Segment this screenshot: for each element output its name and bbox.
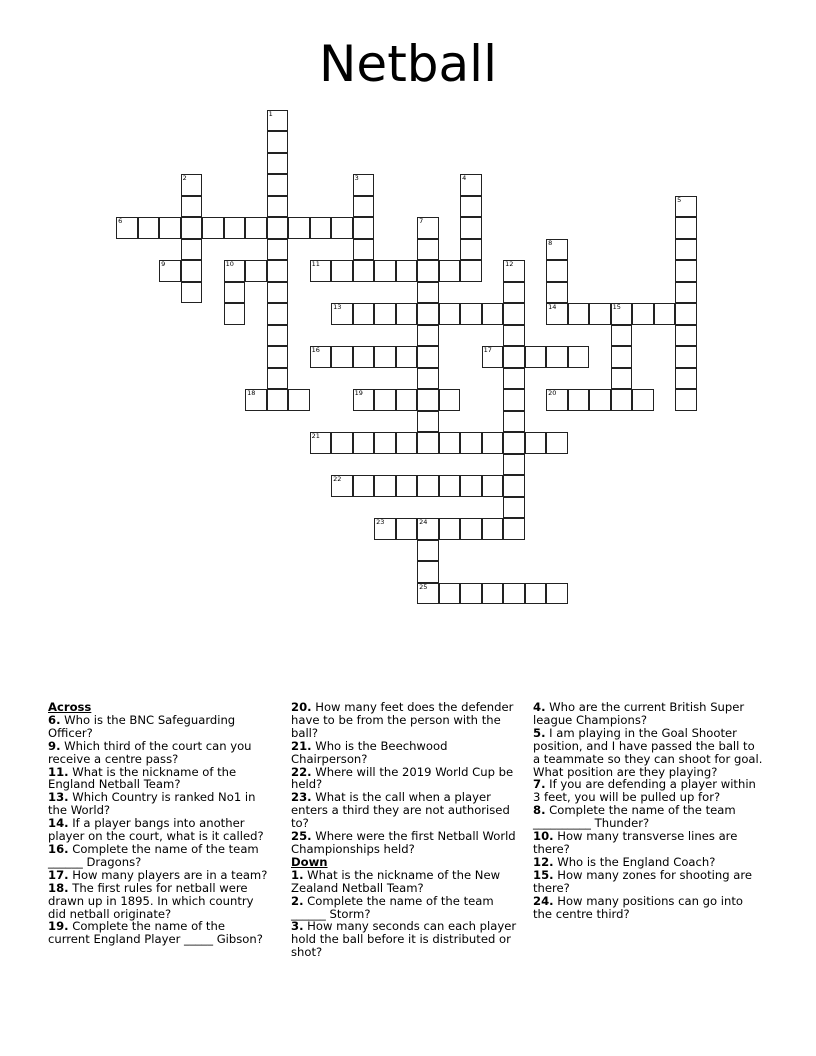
grid-cell[interactable]	[417, 260, 439, 282]
clues-column-1	[48, 701, 270, 946]
clue	[48, 791, 270, 817]
grid-cell[interactable]	[417, 583, 439, 605]
clue	[48, 920, 270, 946]
grid-cell[interactable]	[632, 303, 654, 325]
grid-cell[interactable]	[181, 282, 203, 304]
grid-cell[interactable]	[181, 239, 203, 261]
clue-number: 5.	[533, 725, 546, 740]
grid-cell[interactable]	[439, 432, 461, 454]
grid-cell[interactable]	[482, 432, 504, 454]
grid-cell[interactable]	[675, 282, 697, 304]
grid-cell[interactable]	[267, 131, 289, 153]
grid-cell[interactable]	[417, 518, 439, 540]
grid-cell[interactable]	[546, 432, 568, 454]
grid-cell[interactable]	[675, 389, 697, 411]
grid-cell[interactable]	[675, 325, 697, 347]
grid-cell[interactable]	[331, 260, 353, 282]
clue-number: 3.	[291, 919, 304, 934]
clue	[48, 766, 270, 792]
grid-cell[interactable]	[503, 432, 525, 454]
grid-cell[interactable]	[396, 346, 418, 368]
grid-cell[interactable]	[568, 303, 590, 325]
clue-text: Complete the name of the team ______ Storm?	[291, 893, 494, 921]
grid-cell[interactable]	[353, 432, 375, 454]
clue	[291, 740, 521, 766]
grid-cell[interactable]	[546, 260, 568, 282]
grid-cell[interactable]	[331, 303, 353, 325]
clue-text: How many zones for shooting are there?	[533, 867, 752, 895]
grid-cell[interactable]	[288, 389, 310, 411]
clues-column-3	[533, 701, 765, 920]
clue	[533, 804, 765, 830]
clue-text: How many players are in a team?	[68, 867, 268, 882]
clue-text: Who is the BNC Safeguarding Officer?	[48, 712, 236, 740]
clue-text: Who are the current British Super league Champions?	[533, 700, 745, 727]
grid-cell[interactable]	[374, 518, 396, 540]
clue-number: 9	[161, 260, 166, 268]
grid-cell[interactable]	[632, 389, 654, 411]
clue-number: 11	[311, 260, 320, 268]
grid-cell[interactable]	[525, 583, 547, 605]
clue-text: What is the nickname of the England Netball Team?	[48, 764, 237, 792]
clue-number: 6.	[48, 712, 61, 727]
clue	[533, 895, 765, 921]
clue-text: How many positions can go into the centre third?	[533, 893, 744, 921]
clue-number: 13.	[48, 790, 69, 805]
grid-cell[interactable]	[374, 432, 396, 454]
clue-number: 1	[268, 109, 273, 118]
clue-text: Who is the England Coach?	[553, 854, 716, 869]
grid-cell[interactable]	[181, 196, 203, 218]
grid-cell[interactable]	[503, 389, 525, 411]
grid-cell[interactable]	[181, 174, 203, 196]
clue-text: I am playing in the Goal Shooter position, and I have passed the ball to a teammate so they can shoot for goal. What position are they playing?	[533, 725, 763, 779]
grid-cell[interactable]	[417, 368, 439, 390]
grid-cell[interactable]	[546, 303, 568, 325]
clue-number: 23	[376, 518, 385, 526]
grid-cell[interactable]	[460, 583, 482, 605]
clue-number: 19	[354, 389, 363, 397]
clue-number: 10	[225, 260, 234, 268]
clue	[291, 869, 521, 895]
clue-number: 14.	[48, 816, 69, 831]
grid-cell[interactable]	[331, 432, 353, 454]
grid-cell[interactable]	[245, 217, 267, 239]
clue	[533, 869, 765, 895]
grid-cell[interactable]	[417, 325, 439, 347]
grid-cell[interactable]	[245, 260, 267, 282]
grid-cell[interactable]	[267, 217, 289, 239]
grid-cell[interactable]	[675, 239, 697, 261]
grid-cell[interactable]	[396, 432, 418, 454]
clue-number: 18	[247, 389, 256, 397]
clue-number: 17.	[48, 867, 69, 882]
grid-cell[interactable]	[417, 475, 439, 497]
grid-cell[interactable]	[245, 389, 267, 411]
grid-cell[interactable]	[460, 217, 482, 239]
clue-number: 21.	[291, 738, 312, 753]
clue-number: 23.	[291, 790, 312, 805]
grid-cell[interactable]	[546, 583, 568, 605]
grid-cell[interactable]	[611, 346, 633, 368]
clue-number: 4.	[533, 700, 546, 714]
grid-cell[interactable]	[310, 346, 332, 368]
grid-cell[interactable]	[675, 196, 697, 218]
grid-cell[interactable]	[417, 411, 439, 433]
clue-text: How many seconds can each player hold the ball before it is distributed or shot?	[291, 919, 517, 960]
grid-cell[interactable]	[525, 346, 547, 368]
down-clues-list	[291, 869, 521, 959]
grid-cell[interactable]	[353, 196, 375, 218]
clue-number: 12.	[533, 854, 554, 869]
grid-cell[interactable]	[482, 346, 504, 368]
grid-cell[interactable]	[675, 260, 697, 282]
grid-cell[interactable]	[267, 260, 289, 282]
grid-cell[interactable]	[611, 303, 633, 325]
clue-number: 19.	[48, 919, 69, 934]
grid-cell[interactable]	[267, 110, 289, 132]
grid-cell[interactable]	[675, 303, 697, 325]
grid-cell[interactable]	[267, 303, 289, 325]
clue-number: 7	[419, 217, 424, 225]
across-heading: Across	[48, 700, 92, 714]
clue-text: If a player bangs into another player on the court, what is it called?	[48, 816, 264, 844]
clue-number: 16.	[48, 841, 69, 856]
grid-cell[interactable]	[417, 389, 439, 411]
clue-text: Complete the name of the team ______ Dragons?	[48, 841, 259, 869]
clue-number: 21	[311, 432, 320, 440]
clue-number: 5	[677, 195, 682, 204]
grid-cell[interactable]	[589, 389, 611, 411]
clue	[48, 843, 270, 869]
grid-cell[interactable]	[460, 174, 482, 196]
grid-cell[interactable]	[181, 217, 203, 239]
clue-text: Which third of the court can you receive a centre pass?	[48, 738, 252, 766]
clue-number: 2.	[291, 893, 304, 908]
grid-cell[interactable]	[611, 325, 633, 347]
grid-cell[interactable]	[353, 346, 375, 368]
grid-cell[interactable]	[589, 303, 611, 325]
grid-cell[interactable]	[503, 497, 525, 519]
grid-cell[interactable]	[482, 583, 504, 605]
down-heading: Down	[291, 854, 328, 869]
clue-number: 22.	[291, 764, 312, 779]
clue	[48, 882, 270, 921]
clue	[291, 701, 521, 740]
grid-cell[interactable]	[331, 475, 353, 497]
grid-cell[interactable]	[138, 217, 160, 239]
grid-cell[interactable]	[482, 475, 504, 497]
clue-number: 1.	[291, 867, 304, 882]
clue-number: 8	[548, 238, 553, 247]
puzzle-title: Netball	[319, 35, 497, 93]
clue	[291, 895, 521, 921]
clue	[291, 791, 521, 830]
grid-cell[interactable]	[439, 475, 461, 497]
grid-cell[interactable]	[224, 282, 246, 304]
grid-cell[interactable]	[224, 303, 246, 325]
grid-cell[interactable]	[353, 239, 375, 261]
grid-cell[interactable]	[374, 346, 396, 368]
grid-cell[interactable]	[353, 260, 375, 282]
clue-text: Where were the first Netball World Championships held?	[291, 829, 516, 856]
grid-cell[interactable]	[525, 432, 547, 454]
grid-cell[interactable]	[503, 325, 525, 347]
grid-cell[interactable]	[374, 389, 396, 411]
grid-cell[interactable]	[396, 389, 418, 411]
grid-cell[interactable]	[417, 432, 439, 454]
grid-cell[interactable]	[267, 346, 289, 368]
clue	[48, 714, 270, 740]
grid-cell[interactable]	[611, 389, 633, 411]
down-clues-list-continued	[533, 701, 765, 920]
grid-cell[interactable]	[460, 196, 482, 218]
clue-number: 15	[612, 303, 621, 311]
grid-cell[interactable]	[331, 217, 353, 239]
grid-cell[interactable]	[503, 454, 525, 476]
grid-cell[interactable]	[267, 325, 289, 347]
clue	[533, 701, 765, 727]
grid-cell[interactable]	[460, 303, 482, 325]
clue	[291, 830, 521, 856]
clue-text: The first rules for netball were drawn up in 1895. In which country did netball originate?	[48, 880, 254, 921]
grid-cell[interactable]	[159, 217, 181, 239]
grid-cell[interactable]	[568, 346, 590, 368]
grid-cell[interactable]	[675, 346, 697, 368]
grid-cell[interactable]	[546, 389, 568, 411]
clue-number: 12	[505, 260, 514, 268]
grid-cell[interactable]	[546, 346, 568, 368]
grid-cell[interactable]	[396, 518, 418, 540]
grid-cell[interactable]	[503, 260, 525, 282]
grid-cell[interactable]	[503, 583, 525, 605]
clue-number: 15.	[533, 867, 554, 882]
grid-cell[interactable]	[654, 303, 676, 325]
clue-number: 24	[419, 518, 428, 526]
grid-cell[interactable]	[417, 239, 439, 261]
grid-cell[interactable]	[503, 368, 525, 390]
clue-number: 25.	[291, 829, 312, 844]
clue-text: What is the call when a player enters a third they are not authorised to?	[291, 790, 510, 831]
clue-number: 8.	[533, 803, 546, 818]
grid-cell[interactable]	[396, 475, 418, 497]
grid-cell[interactable]	[503, 518, 525, 540]
grid-cell[interactable]	[116, 217, 138, 239]
grid-cell[interactable]	[267, 196, 289, 218]
grid-cell[interactable]	[224, 217, 246, 239]
grid-cell[interactable]	[460, 260, 482, 282]
grid-cell[interactable]	[267, 174, 289, 196]
grid-cell[interactable]	[267, 153, 289, 175]
clue-number: 13	[333, 303, 342, 311]
clue-number: 20	[548, 389, 557, 397]
grid-cell[interactable]	[353, 217, 375, 239]
clue	[291, 920, 521, 959]
clue-number: 3	[354, 174, 359, 182]
grid-cell[interactable]	[159, 260, 181, 282]
grid-cell[interactable]	[417, 303, 439, 325]
grid-cell[interactable]	[439, 583, 461, 605]
clue-number: 17	[483, 346, 492, 354]
clue	[48, 817, 270, 843]
grid-cell[interactable]	[482, 518, 504, 540]
clue-text: Complete the name of the current England Player _____ Gibson?	[48, 919, 263, 947]
grid-cell[interactable]	[568, 389, 590, 411]
clue-text: How many feet does the defender have to be from the person with the ball?	[291, 700, 514, 740]
clue-text: If you are defending a player within 3 feet, you will be pulled up for?	[533, 777, 756, 805]
grid-cell[interactable]	[460, 432, 482, 454]
clue-number: 7.	[533, 777, 546, 792]
clue-text: Complete the name of the team __________ Thunder?	[533, 803, 736, 831]
grid-cell[interactable]	[439, 389, 461, 411]
clue-number: 9.	[48, 738, 61, 753]
grid-cell[interactable]	[460, 518, 482, 540]
grid-cell[interactable]	[353, 303, 375, 325]
grid-cell[interactable]	[417, 540, 439, 562]
clue-text: Where will the 2019 World Cup be held?	[291, 764, 514, 792]
grid-cell[interactable]	[675, 217, 697, 239]
grid-cell[interactable]	[417, 282, 439, 304]
across-clues-list	[48, 714, 270, 946]
clue-number: 6	[118, 217, 123, 225]
grid-cell[interactable]	[181, 260, 203, 282]
grid-cell[interactable]	[396, 303, 418, 325]
clue-number: 2	[182, 174, 187, 182]
clue-number: 4	[462, 174, 467, 182]
grid-cell[interactable]	[331, 346, 353, 368]
grid-cell[interactable]	[267, 239, 289, 261]
clue-text: Who is the Beechwood Chairperson?	[291, 738, 448, 766]
grid-cell[interactable]	[482, 303, 504, 325]
clue-number: 25	[419, 582, 428, 591]
grid-cell[interactable]	[310, 217, 332, 239]
grid-cell[interactable]	[460, 239, 482, 261]
clue-text: What is the nickname of the New Zealand Netball Team?	[291, 867, 501, 895]
grid-cell[interactable]	[503, 346, 525, 368]
clue	[533, 778, 765, 804]
grid-cell[interactable]	[310, 432, 332, 454]
clue-text: How many transverse lines are there?	[533, 829, 738, 856]
grid-cell[interactable]	[288, 217, 310, 239]
clue	[533, 830, 765, 856]
grid-cell[interactable]	[353, 475, 375, 497]
clue-number: 22	[333, 475, 342, 483]
grid-cell[interactable]	[353, 174, 375, 196]
grid-cell[interactable]	[267, 282, 289, 304]
clue	[533, 727, 765, 779]
grid-cell[interactable]	[417, 561, 439, 583]
clues-column-2	[291, 701, 521, 959]
grid-cell[interactable]	[267, 389, 289, 411]
grid-cell[interactable]	[202, 217, 224, 239]
grid-cell[interactable]	[353, 389, 375, 411]
grid-cell[interactable]	[611, 368, 633, 390]
grid-cell[interactable]	[374, 475, 396, 497]
grid-cell[interactable]	[460, 475, 482, 497]
grid-cell[interactable]	[675, 368, 697, 390]
grid-cell[interactable]	[374, 260, 396, 282]
clue-number: 10.	[533, 829, 554, 844]
clue-number: 18.	[48, 880, 69, 895]
grid-cell[interactable]	[267, 368, 289, 390]
grid-cell[interactable]	[417, 346, 439, 368]
clue-number: 20.	[291, 700, 312, 714]
grid-cell[interactable]	[310, 260, 332, 282]
grid-cell[interactable]	[439, 518, 461, 540]
grid-cell[interactable]	[503, 411, 525, 433]
clue	[291, 766, 521, 792]
grid-cell[interactable]	[546, 239, 568, 261]
clue-number: 24.	[533, 893, 554, 908]
clue-number: 16	[311, 346, 320, 354]
grid-cell[interactable]	[503, 282, 525, 304]
grid-cell[interactable]	[503, 303, 525, 325]
grid-cell[interactable]	[503, 475, 525, 497]
grid-cell[interactable]	[439, 303, 461, 325]
grid-cell[interactable]	[439, 260, 461, 282]
across-clues-list-continued	[291, 701, 521, 856]
grid-cell[interactable]	[224, 260, 246, 282]
grid-cell[interactable]	[546, 282, 568, 304]
clue-number: 11.	[48, 764, 69, 779]
clue	[48, 740, 270, 766]
clue-text: Which Country is ranked No1 in the World?	[48, 790, 256, 818]
clue-number: 14	[548, 303, 557, 311]
grid-cell[interactable]	[374, 303, 396, 325]
grid-cell[interactable]	[417, 217, 439, 239]
grid-cell[interactable]	[396, 260, 418, 282]
